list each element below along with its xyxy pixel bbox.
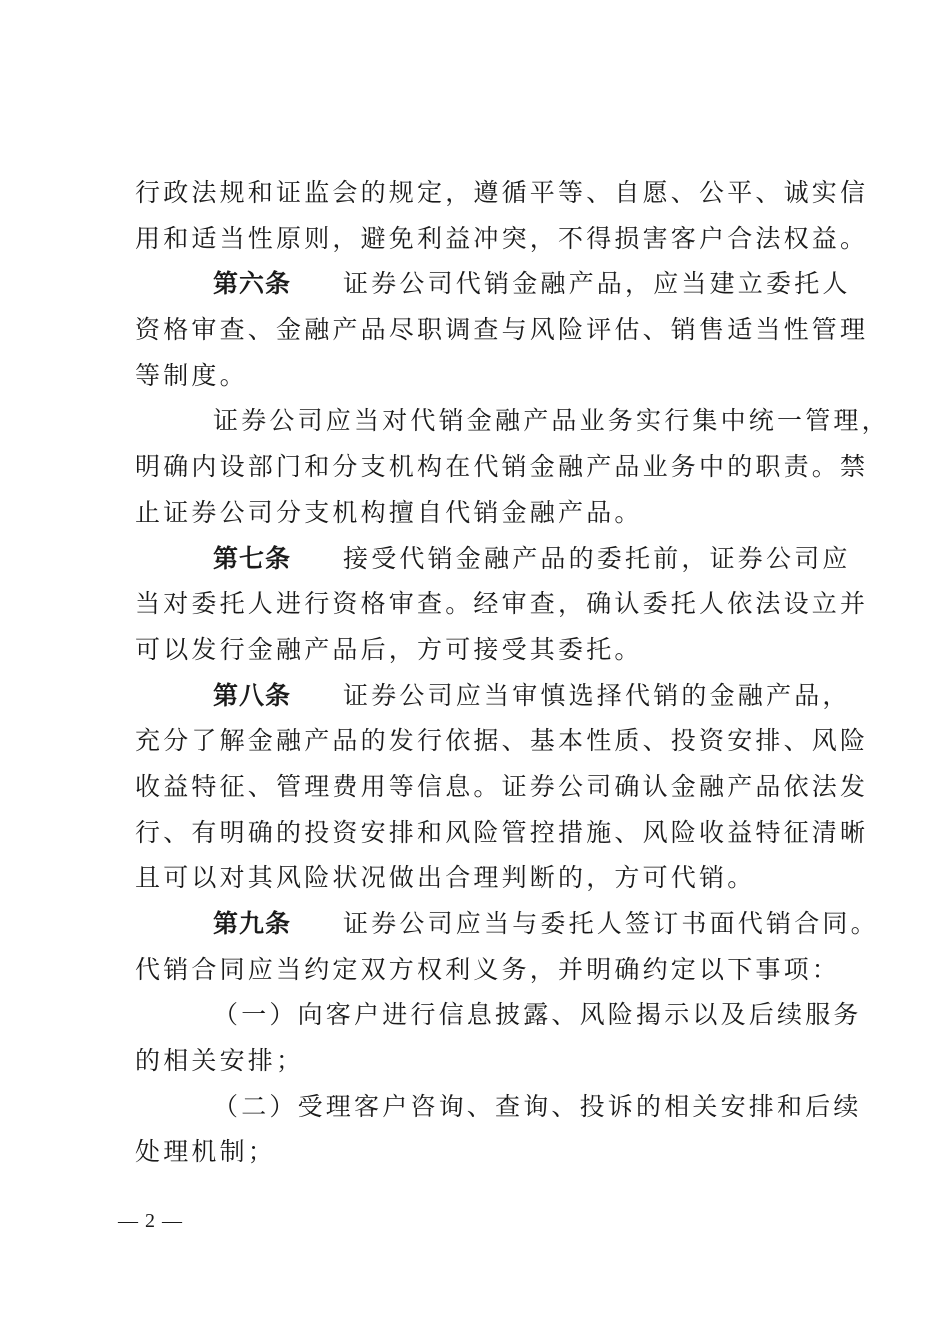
article-9-title: 第九条 (213, 909, 292, 938)
text-line: 止证券公司分支机构擅自代销金融产品。 (135, 497, 643, 527)
text-line: 收益特征、管理费用等信息。证券公司确认金融产品依法发 (135, 771, 869, 801)
text-line: 等制度。 (135, 360, 248, 390)
text-line: 的相关安排； (135, 1046, 305, 1076)
article-6-title: 第六条 (213, 269, 292, 299)
list-item-2-line: （二）受理客户咨询、查询、投诉的相关安排和后续 (213, 1091, 862, 1121)
text-line: 用和适当性原则，避免利益冲突，不得损害客户合法权益。 (135, 223, 869, 253)
text-line: 接受代销金融产品的委托前，证券公司应 (343, 543, 851, 573)
text-line: 证券公司应当与委托人签订书面代销合同。 (343, 909, 879, 938)
article-6-heading-line (135, 261, 851, 307)
article-8-title: 第八条 (213, 680, 292, 710)
text-line: 充分了解金融产品的发行依据、基本性质、投资安排、风险 (135, 726, 869, 756)
text-line: 明确内设部门和分支机构在代销金融产品业务中的职责。禁 (135, 452, 869, 482)
text-line: 证券公司应当对代销金融产品业务实行集中统一管理， (213, 406, 890, 436)
text-line: 证券公司应当审慎选择代销的金融产品， (343, 680, 851, 710)
list-item-1-line: （一）向客户进行信息披露、风险揭示以及后续服务 (213, 1000, 862, 1030)
text-line: 行政法规和证监会的规定，遵循平等、自愿、公平、诚实信 (135, 178, 869, 207)
page-number: — 2 — (118, 1210, 183, 1232)
text-line: 可以发行金融产品后，方可接受其委托。 (135, 634, 643, 664)
article-9-heading-line (135, 901, 879, 947)
text-line: 资格审查、金融产品尽职调查与风险评估、销售适当性管理 (135, 315, 869, 345)
article-7-title: 第七条 (213, 543, 292, 573)
article-7-heading-line (135, 536, 851, 582)
text-line: 证券公司代销金融产品，应当建立委托人 (343, 269, 851, 299)
text-line: 处理机制； (135, 1137, 277, 1167)
text-line: 当对委托人进行资格审查。经审查，确认委托人依法设立并 (135, 589, 869, 619)
text-line: 代销合同应当约定双方权利义务，并明确约定以下事项： (135, 954, 841, 984)
text-line: 行、有明确的投资安排和风险管控措施、风险收益特征清晰 (135, 817, 869, 847)
document-body (135, 170, 890, 1175)
article-8-heading-line (135, 673, 851, 719)
text-line: 且可以对其风险状况做出合理判断的，方可代销。 (135, 863, 756, 893)
